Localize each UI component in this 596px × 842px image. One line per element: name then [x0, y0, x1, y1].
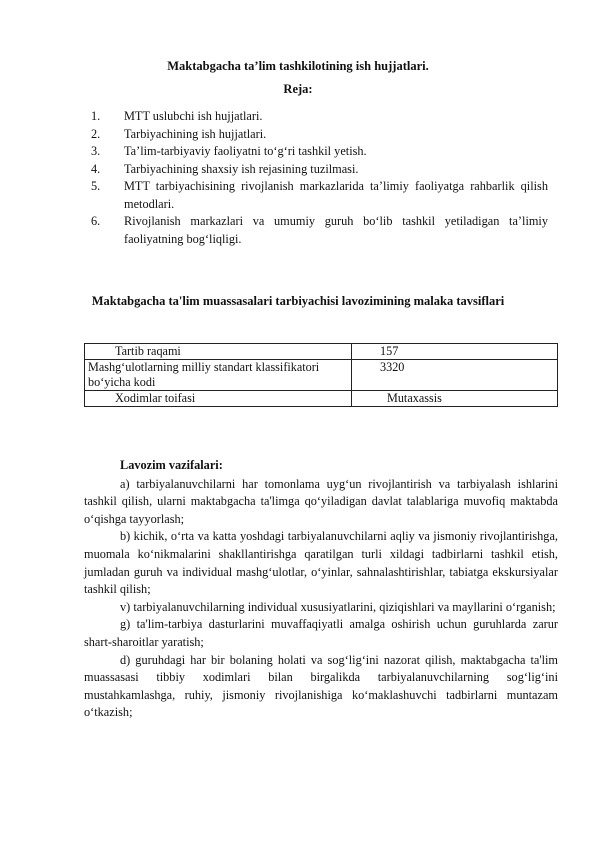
plan-item	[91, 143, 548, 161]
duties-heading: Lavozim vazifalari:	[120, 458, 223, 472]
plan-list	[91, 108, 548, 248]
plan-item-number: 2.	[91, 126, 101, 141]
table-row	[85, 344, 558, 360]
plan-item	[91, 108, 548, 126]
table-cell-label: Xodimlar toifasi	[85, 391, 352, 407]
plan-item-number: 3.	[91, 144, 101, 158]
plan-item-number: 6.	[91, 214, 101, 228]
table-row	[85, 391, 558, 407]
plan-item	[91, 126, 548, 144]
duty-paragraph: a) tarbiyalanuvchilarni har tomonlama uyg‘un rivojlantirish va tarbiyalash ishlarini tashkil qilish, ularni maktabgacha ta'limga qo‘yiladigan davlat talablariga muvofiq maktabda o‘qishga tayyorlash;	[84, 476, 558, 526]
plan-item-text: MTT tarbiyachisining rivojlanish markazlarida ta’limiy faoliyatga rahbarlik qilish metodlari.	[124, 179, 548, 211]
plan-item	[91, 178, 548, 213]
plan-item-text: MTT uslubchi ish hujjatlari.	[124, 109, 263, 123]
plan-item-text: Ta’lim-tarbiyaviy faoliyatni to‘g‘ri tashkil yetish.	[124, 144, 367, 158]
table-cell-value: 157	[352, 344, 558, 360]
qualification-table	[84, 343, 558, 407]
table-cell-label: Tartib raqami	[85, 344, 352, 360]
plan-item-number: 4.	[91, 161, 101, 176]
duty-paragraph: g) ta'lim-tarbiya dasturlarini muvaffaqiyatli amalga oshirish uchun guruhlarda zarur shart-sharoitlar yaratish;	[84, 617, 558, 649]
table-cell-label: Mashg‘ulotlarning milliy standart klassifikatori bo‘yicha kodi	[85, 360, 352, 391]
plan-item-number: 5.	[91, 179, 101, 193]
table-row	[85, 360, 558, 391]
duty-paragraph: v) tarbiyalanuvchilarning individual xususiyatlarini, qiziqishlari va mayllarini o‘rganish;	[120, 599, 556, 614]
duty-paragraph: d) guruhdagi har bir bolaning holati va sog‘lig‘ini nazorat qilish, maktabgacha ta'lim muassasasi tibbiy xodimlari bilan birgalikda tarbiyalanuvchilarning sog‘lig‘ini mustahkamlashga, ruhiy, jismoniy rivojlanishiga ko‘maklashuvchi tadbirlarni muntazam o‘tkazish;	[84, 652, 558, 720]
plan-item-text: Rivojlanish markazlari va umumiy guruh bo‘lib tashkil yetiladigan ta’limiy faoliyatning bog‘liqligi.	[124, 214, 548, 246]
plan-item-text: Tarbiyachining ish hujjatlari.	[124, 126, 267, 141]
duty-paragraph: b) kichik, o‘rta va katta yoshdagi tarbiyalanuvchilarni aqliy va jismoniy rivojlantirishga, muomala ko‘nikmalarini shakllantirishga qaratilgan turli xildagi tadbirlarni tashkil etish, jumladan guruh va individual mashg‘ulotlar, o‘yinlar, sahnalashtirishlar, tabiatga ekskursiyalar tashkil qilish;	[84, 529, 558, 597]
plan-heading: Reja:	[283, 82, 313, 96]
plan-item-text: Tarbiyachining shaxsiy ish rejasining tuzilmasi.	[124, 161, 359, 176]
table-cell-value: Mutaxassis	[352, 391, 558, 407]
table-cell-value: 3320	[352, 360, 558, 391]
section-title: Maktabgacha ta'lim muassasalari tarbiyachisi lavozimining malaka tavsiflari	[91, 294, 505, 308]
plan-item	[91, 213, 548, 248]
plan-item	[91, 161, 548, 179]
document-title: Maktabgacha ta’lim tashkilotining ish hujjatlari.	[167, 59, 429, 73]
plan-item-number: 1.	[91, 109, 101, 123]
duties-section	[84, 457, 558, 722]
